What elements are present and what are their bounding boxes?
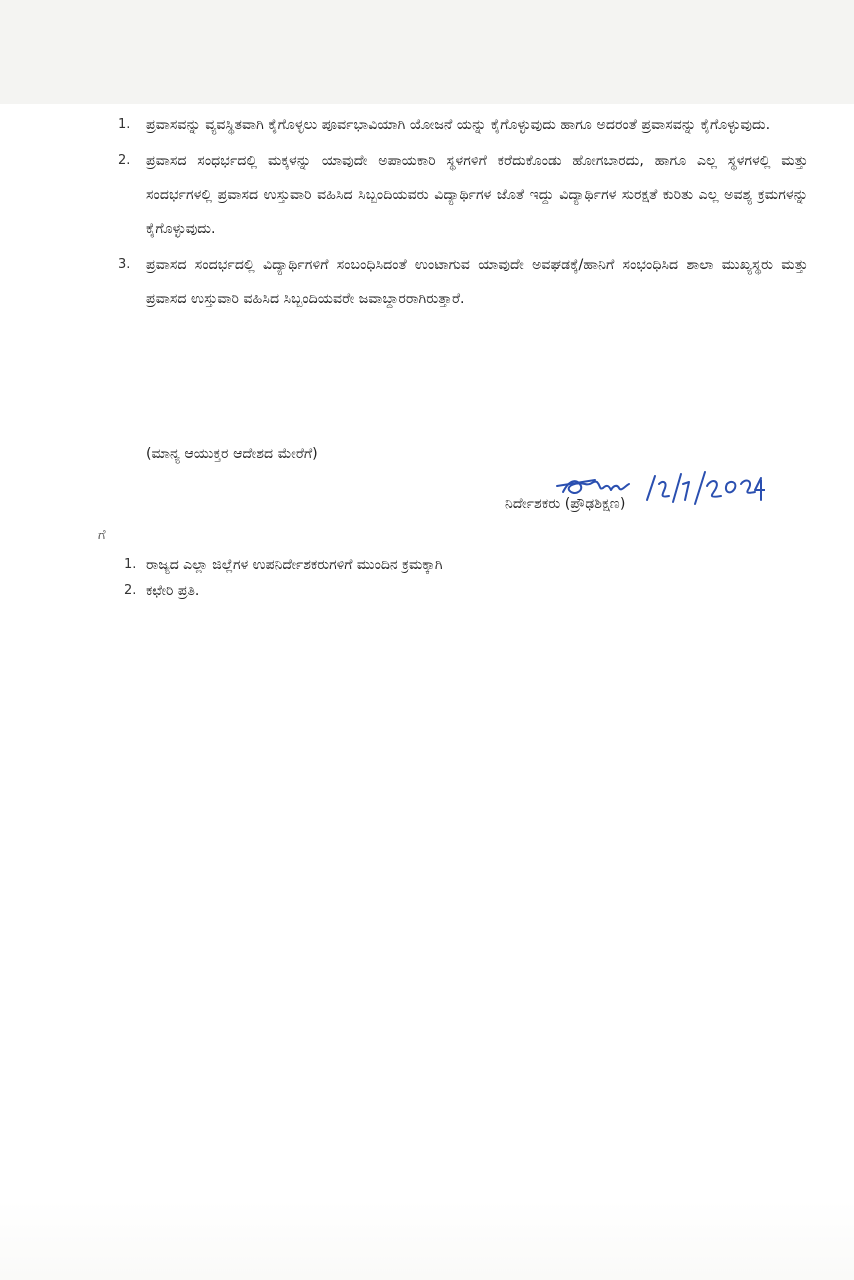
item-text: ಪ್ರವಾಸವನ್ನು ವ್ಯವಸ್ಥಿತವಾಗಿ ಕೈಗೊಳ್ಳಲು ಪೂರ್ವಭಾವಿಯಾಗಿ ಯೋಜನೆ ಯನ್ನು ಕೈಗೊಳ್ಳುವುದು ಹಾಗೂ ಅದರಂತೆ ಪ್ರವಾಸವನ್ನು ಕೈಗೊಳ್ಳುವುದು. — [146, 117, 771, 133]
copy-to-label: ಗೆ — [98, 528, 106, 543]
item-text: ರಾಜ್ಯದ ಎಲ್ಲಾ ಜಿಲ್ಲೆಗಳ ಉಪನಿರ್ದೇಶಕರುಗಳಿಗೆ ಮುಂದಿನ ಕ್ರಮಕ್ಕಾಗಿ — [146, 557, 443, 573]
instruction-list — [118, 108, 808, 318]
instruction-item — [118, 248, 808, 316]
copy-to-list — [124, 552, 443, 604]
item-text: ಪ್ರವಾಸದ ಸಂದರ್ಭದಲ್ಲಿ ವಿದ್ಯಾರ್ಥಿಗಳಿಗೆ ಸಂಬಂಧಿಸಿದಂತೆ ಉಂಟಾಗುವ ಯಾವುದೇ ಅವಘಡಕ್ಕೆ/ಹಾನಿಗೆ ಸಂಭಂಧಿಸಿದ ಶಾಲಾ ಮುಖ್ಯಸ್ಥರು ಮತ್ತು ಪ್ರವಾಸದ ಉಸ್ತುವಾರಿ ವಹಿಸಿದ ಸಿಬ್ಬಂದಿಯವರೇ ಜವಾಬ್ದಾರರಾಗಿರುತ್ತಾರೆ. — [146, 257, 808, 307]
order-line: (ಮಾನ್ಯ ಆಯುಕ್ತರ ಆದೇಶದ ಮೇರೆಗೆ) — [146, 446, 318, 462]
item-number: 1. — [118, 117, 131, 132]
item-text: ಪ್ರವಾಸದ ಸಂಧರ್ಭದಲ್ಲಿ ಮಕ್ಕಳನ್ನು ಯಾವುದೇ ಅಪಾಯಕಾರಿ ಸ್ಥಳಗಳಿಗೆ ಕರೆದುಕೊಂಡು ಹೋಗಬಾರದು, ಹಾಗೂ ಎಲ್ಲ ಸ್ಥಳಗಳಲ್ಲಿ ಮತ್ತು ಸಂದರ್ಭಗಳಲ್ಲಿ ಪ್ರವಾಸದ ಉಸ್ತುವಾರಿ ವಹಿಸಿದ ಸಿಬ್ಬಂದಿಯವರು ವಿದ್ಯಾರ್ಥಿಗಳ ಜೊತೆ ಇದ್ದು ವಿದ್ಯಾರ್ಥಿಗಳ ಸುರಕ್ಷತೆ ಕುರಿತು ಎಲ್ಲ ಅವಶ್ಯ ಕ್ರಮಗಳನ್ನು ಕೈಗೊಳ್ಳುವುದು. — [146, 153, 808, 237]
item-number: 3. — [118, 257, 131, 272]
instruction-item — [118, 108, 808, 142]
item-number: 1. — [124, 557, 137, 572]
instruction-item — [118, 144, 808, 246]
copy-to-item — [124, 552, 443, 578]
page-top-edge — [0, 0, 854, 104]
item-number: 2. — [118, 153, 131, 168]
signatory-title: ನಿರ್ದೇಶಕರು (ಪ್ರೌಢಶಿಕ್ಷಣ) — [505, 496, 626, 512]
item-number: 2. — [124, 583, 137, 598]
item-text: ಕಛೇರಿ ಪ್ರತಿ. — [146, 583, 200, 599]
copy-to-item — [124, 578, 443, 604]
signature-block — [505, 470, 765, 530]
